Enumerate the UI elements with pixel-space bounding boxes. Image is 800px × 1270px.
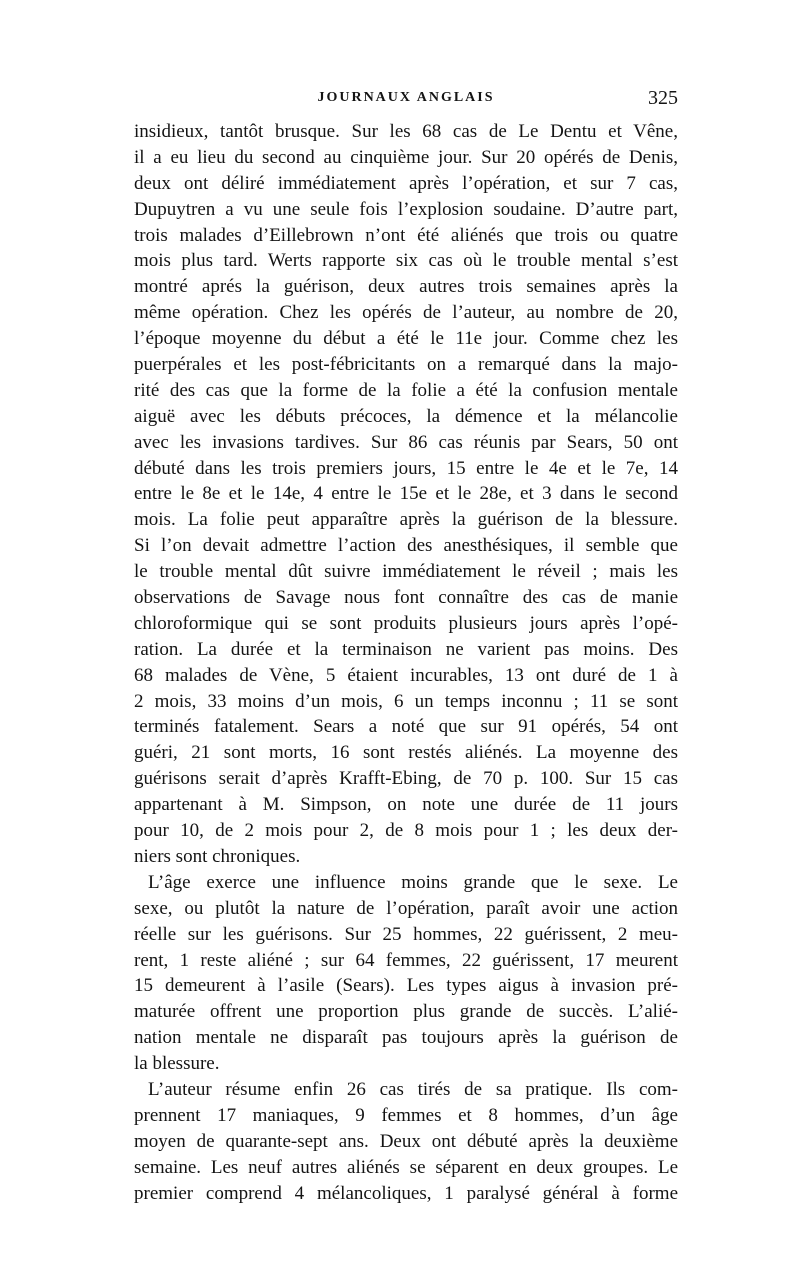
text-line: Dupuytren a vu une seule fois l’explosion soudaine. D’autre part, (134, 198, 678, 220)
text-line: rité des cas que la forme de la folie a été la confusion mentale (134, 379, 678, 401)
text-line: mois plus tard. Werts rapporte six cas où le trouble mental s’est (134, 250, 678, 272)
text-line: entre le 8e et le 14e, 4 entre le 15e et le 28e, et 3 dans le second (134, 483, 678, 505)
text-line: 2 mois, 33 moins d’un mois, 6 un temps inconnu ; 11 se sont (134, 690, 678, 712)
text-line: L’auteur résume enfin 26 cas tirés de sa pratique. Ils com- (148, 1078, 678, 1100)
text-line: observations de Savage nous font connaître des cas de manie (134, 587, 678, 609)
text-line: 15 demeurent à l’asile (Sears). Les types aigus à invasion pré- (134, 975, 678, 997)
text-line: L’âge exerce une influence moins grande que le sexe. Le (148, 871, 678, 893)
text-line: chloroformique qui se sont produits plusieurs jours après l’opé- (134, 612, 678, 634)
page-number: 325 (648, 87, 678, 109)
text-line: débuté dans les trois premiers jours, 15 entre le 4e et le 7e, 14 (134, 457, 678, 479)
text-line: sexe, ou plutôt la nature de l’opération, paraît avoir une action (134, 897, 678, 919)
text-line: deux ont déliré immédiatement après l’opération, et sur 7 cas, (134, 172, 678, 194)
text-line: avec les invasions tardives. Sur 86 cas réunis par Sears, 50 ont (134, 431, 678, 453)
text-line: la blessure. (134, 1053, 220, 1075)
text-line: premier comprend 4 mélancoliques, 1 paralysé général à forme (134, 1182, 678, 1204)
text-line: prennent 17 maniaques, 9 femmes et 8 hommes, d’un âge (134, 1104, 678, 1126)
text-line: terminés fatalement. Sears a noté que sur 91 opérés, 54 ont (134, 716, 678, 738)
text-line: ration. La durée et la terminaison ne varient pas moins. Des (134, 638, 678, 660)
running-title: JOURNAUX ANGLAIS (317, 90, 495, 105)
text-line: appartenant à M. Simpson, on note une durée de 11 jours (134, 794, 678, 816)
text-line: insidieux, tantôt brusque. Sur les 68 cas de Le Dentu et Vêne, (134, 121, 678, 142)
text-line: mois. La folie peut apparaître après la guérison de la blessure. (134, 509, 678, 531)
text-line: guéri, 21 sont morts, 16 sont restés aliénés. La moyenne des (134, 742, 678, 764)
text-line: maturée offrent une proportion plus grande de succès. L’alié- (134, 1001, 678, 1023)
text-line: niers sont chroniques. (134, 845, 301, 867)
text-line: réelle sur les guérisons. Sur 25 hommes, 22 guérissent, 2 meu- (134, 923, 678, 945)
text-line: montré aprés la guérison, deux autres trois semaines après la (134, 276, 678, 298)
text-line: le trouble mental dût suivre immédiatement le réveil ; mais les (134, 561, 678, 583)
text-line: trois malades d’Eillebrown n’ont été aliénés que trois ou quatre (134, 224, 678, 246)
text-line: il a eu lieu du second au cinquième jour. Sur 20 opérés de Denis, (134, 146, 678, 168)
text-line: nation mentale ne disparaît pas toujours après la guérison de (134, 1027, 678, 1049)
text-line: guérisons serait d’après Krafft-Ebing, de 70 p. 100. Sur 15 cas (134, 768, 678, 790)
text-line: moyen de quarante-sept ans. Deux ont débuté après la deuxième (134, 1130, 678, 1152)
text-line: puerpérales et les post-fébricitants on a remarqué dans la majo- (134, 354, 678, 376)
text-line: l’époque moyenne du début a été le 11e jour. Comme chez les (134, 328, 678, 350)
text-line: aiguë avec les débuts précoces, la démence et la mélancolie (134, 405, 678, 427)
body-text (134, 119, 678, 1206)
text-line: rent, 1 reste aliéné ; sur 64 femmes, 22 guérissent, 17 meurent (134, 949, 678, 971)
text-line: pour 10, de 2 mois pour 2, de 8 mois pour 1 ; les deux der- (134, 820, 678, 842)
running-head (134, 87, 678, 116)
text-line: Si l’on devait admettre l’action des anesthésiques, il semble que (134, 535, 678, 557)
text-line: même opération. Chez les opérés de l’auteur, au nombre de 20, (134, 302, 678, 324)
text-line: 68 malades de Vène, 5 étaient incurables, 13 ont duré de 1 à (134, 664, 678, 686)
text-line: semaine. Les neuf autres aliénés se séparent en deux groupes. Le (134, 1156, 678, 1178)
